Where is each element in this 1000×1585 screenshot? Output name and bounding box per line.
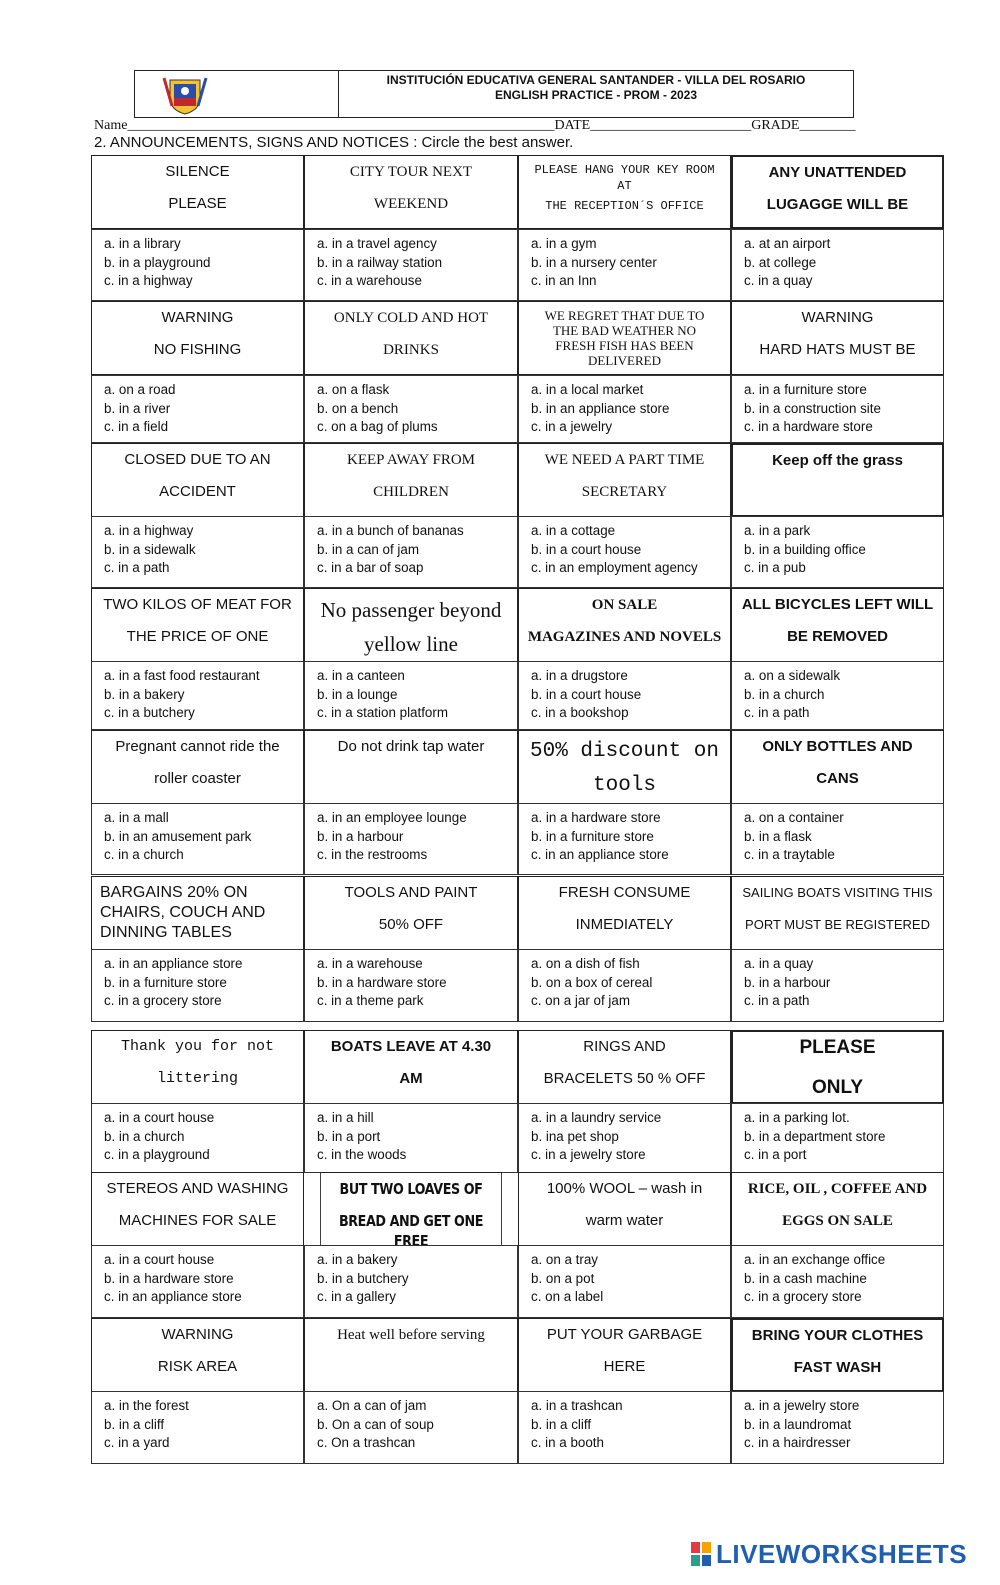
sign-keep-away-from bbox=[304, 443, 518, 517]
sign-line: WE REGRET THAT DUE TO bbox=[544, 308, 705, 323]
answer-option-b[interactable]: b. on a box of cereal bbox=[531, 974, 653, 990]
answer-option-a[interactable]: a. in an employee lounge bbox=[317, 810, 467, 825]
answer-option-b[interactable]: b. at college bbox=[744, 254, 817, 270]
liveworksheets-wordmark: LIVEWORKSHEETS bbox=[716, 1538, 968, 1569]
school-crest-icon bbox=[160, 72, 210, 116]
sign-we-regret-that-due-to bbox=[518, 301, 731, 375]
answer-option-a[interactable]: a. in a drugstore bbox=[531, 668, 628, 683]
sign-please-hang-your-key-room-at bbox=[518, 155, 731, 229]
sign-line: DINNING TABLES bbox=[100, 924, 232, 941]
sign-line: SILENCE bbox=[165, 163, 230, 180]
sign-rice-oil-coffee-and bbox=[731, 1172, 944, 1246]
answer-option-c[interactable]: c. in an appliance store bbox=[104, 1289, 242, 1304]
answer-option-c[interactable]: c. in a booth bbox=[531, 1435, 604, 1450]
sign-thank-you-for-not bbox=[91, 1030, 304, 1104]
sign-only-cold-and-hot bbox=[304, 301, 518, 375]
sign-line: ANY UNATTENDED bbox=[768, 164, 907, 181]
answer-options bbox=[304, 661, 518, 730]
answer-options bbox=[731, 661, 944, 730]
answer-option-a[interactable]: a. in a highway bbox=[104, 523, 194, 538]
answer-option-a[interactable]: a. in a mall bbox=[104, 810, 169, 825]
sign-bring-your-clothes bbox=[731, 1318, 944, 1392]
answer-option-b[interactable]: b. in a church bbox=[104, 1128, 185, 1144]
answer-option-c[interactable]: c. in a path bbox=[744, 705, 810, 720]
sign-line: EGGS ON SALE bbox=[782, 1213, 893, 1229]
answer-option-b[interactable]: b. On a can of soup bbox=[317, 1416, 434, 1432]
sign-warning bbox=[91, 301, 304, 375]
answer-option-b[interactable]: b. in a hardware store bbox=[104, 1270, 234, 1286]
answer-option-b[interactable]: b. in a court house bbox=[531, 686, 642, 702]
answer-option-a[interactable]: a. in a gym bbox=[531, 236, 597, 251]
sign-line: ONLY bbox=[811, 1077, 864, 1098]
sign-heat-well-before-serving bbox=[304, 1318, 518, 1392]
sign-line: Do not drink tap water bbox=[337, 738, 485, 755]
sign-line: WEEKEND bbox=[373, 196, 449, 212]
sign-line: AM bbox=[399, 1070, 423, 1087]
answer-options bbox=[518, 949, 731, 1022]
answer-options bbox=[91, 949, 304, 1022]
sign-on-sale bbox=[518, 588, 731, 662]
answer-option-a[interactable]: a. in a jewelry store bbox=[744, 1398, 860, 1413]
answer-option-a[interactable]: a. in a court house bbox=[104, 1110, 215, 1125]
answer-option-c[interactable]: c. in the woods bbox=[317, 1147, 407, 1162]
answer-option-c[interactable]: c. in a pub bbox=[744, 560, 806, 575]
answer-option-b[interactable]: b. in a construction site bbox=[744, 400, 881, 416]
sign-fresh-consume bbox=[518, 876, 731, 950]
answer-option-b[interactable]: b. in a harbour bbox=[317, 828, 404, 844]
answer-options bbox=[518, 516, 731, 588]
answer-option-b[interactable]: b. in a port bbox=[317, 1128, 381, 1144]
answer-option-c[interactable]: c. in a grocery store bbox=[744, 1289, 862, 1304]
answer-option-c[interactable]: c. in a quay bbox=[744, 273, 813, 288]
answer-option-a[interactable]: a. in a library bbox=[104, 236, 181, 251]
answer-option-b[interactable]: b. in a playground bbox=[104, 254, 211, 270]
instructions: 2. ANNOUNCEMENTS, SIGNS AND NOTICES : Circle the best answer. bbox=[94, 134, 574, 151]
sign-line: Thank you for not bbox=[120, 1038, 275, 1055]
answer-option-a[interactable]: a. in a canteen bbox=[317, 668, 405, 683]
sign-line: NO FISHING bbox=[153, 341, 242, 358]
answer-option-b[interactable]: b. in a furniture store bbox=[531, 828, 654, 844]
answer-option-a[interactable]: a. in a parking lot. bbox=[744, 1110, 850, 1125]
answer-option-b[interactable]: b. in a nursery center bbox=[531, 254, 657, 270]
sign-rings-and bbox=[518, 1030, 731, 1104]
sign-line: BE REMOVED bbox=[787, 628, 888, 645]
answer-option-a[interactable]: a. on a container bbox=[744, 810, 844, 825]
date-label: DATE bbox=[554, 118, 591, 133]
answer-options bbox=[731, 949, 944, 1022]
answer-option-b[interactable]: b. in a railway station bbox=[317, 254, 443, 270]
answer-options bbox=[91, 375, 304, 443]
answer-options bbox=[518, 229, 731, 301]
answer-option-b[interactable]: b. in a cliff bbox=[531, 1416, 592, 1432]
answer-option-a[interactable]: a. in a bunch of bananas bbox=[317, 523, 464, 538]
answer-option-c[interactable]: c. in a path bbox=[744, 993, 810, 1008]
answer-option-b[interactable]: b. in a hardware store bbox=[317, 974, 447, 990]
sign-line: RICE, OIL , COFFEE AND bbox=[747, 1181, 928, 1197]
sign-warning bbox=[91, 1318, 304, 1392]
answer-option-c[interactable]: c. in a theme park bbox=[317, 993, 424, 1008]
answer-options bbox=[304, 1245, 518, 1318]
sign-line: Keep off the grass bbox=[772, 452, 903, 469]
answer-option-b[interactable]: b. in a harbour bbox=[744, 974, 831, 990]
answer-option-a[interactable]: a. in a travel agency bbox=[317, 236, 437, 251]
answer-options bbox=[731, 1103, 944, 1173]
answer-option-a[interactable]: a. at an airport bbox=[744, 236, 831, 251]
answer-option-a[interactable]: a. in an appliance store bbox=[104, 956, 243, 971]
answer-option-b[interactable]: b. in a cliff bbox=[104, 1416, 165, 1432]
sign-line: BREAD AND GET ONE FREE bbox=[338, 1212, 483, 1246]
answer-option-c[interactable]: c. in a warehouse bbox=[317, 273, 422, 288]
sign-line: littering bbox=[156, 1070, 238, 1087]
liveworksheets-logo bbox=[690, 1536, 990, 1572]
answer-options bbox=[731, 375, 944, 443]
sign-line: MACHINES FOR SALE bbox=[118, 1212, 277, 1229]
sign-line: CLOSED DUE TO AN bbox=[124, 451, 271, 468]
sign-line: WARNING bbox=[161, 1326, 234, 1343]
sign-line: BUT TWO LOAVES OF bbox=[339, 1180, 483, 1198]
sign-pregnant-cannot-ride-the bbox=[91, 730, 304, 804]
answer-option-c[interactable]: c. in an appliance store bbox=[531, 847, 669, 862]
sign-line: ONLY BOTTLES AND bbox=[762, 738, 913, 755]
sign-stereos-and-washing bbox=[91, 1172, 304, 1246]
answer-option-b[interactable]: b. ina pet shop bbox=[531, 1128, 619, 1144]
sign-line: BARGAINS 20% ON bbox=[100, 884, 248, 901]
answer-option-a[interactable]: a. in a local market bbox=[531, 382, 644, 397]
sign-line: CHAIRS, COUCH AND bbox=[100, 904, 266, 921]
sign-only-bottles-and bbox=[731, 730, 944, 804]
answer-option-c[interactable]: c. in the restrooms bbox=[317, 847, 428, 862]
answer-option-b[interactable]: b. in a lounge bbox=[317, 686, 398, 702]
answer-option-c[interactable]: c. in a field bbox=[104, 419, 169, 434]
answer-option-a[interactable]: a. in a bakery bbox=[317, 1252, 398, 1267]
name-label: Name bbox=[94, 118, 128, 133]
sign-do-not-drink-tap-water bbox=[304, 730, 518, 804]
answer-option-a[interactable]: a. in a trashcan bbox=[531, 1398, 623, 1413]
answer-option-b[interactable]: b. in a butchery bbox=[317, 1270, 409, 1286]
answer-option-b[interactable]: b. in a laundromat bbox=[744, 1416, 852, 1432]
answer-option-b[interactable]: b. in a bakery bbox=[104, 686, 185, 702]
sign-line: 50% discount on bbox=[529, 740, 720, 763]
answer-option-b[interactable]: b. in a building office bbox=[744, 541, 866, 557]
answer-option-a[interactable]: a. on a tray bbox=[531, 1252, 598, 1267]
answer-option-b[interactable]: b. in an amusement park bbox=[104, 828, 252, 844]
answer-options bbox=[518, 1245, 731, 1318]
answer-option-c[interactable]: c. in an employment agency bbox=[531, 560, 698, 575]
answer-option-a[interactable]: a. in the forest bbox=[104, 1398, 189, 1413]
sign-line: WE NEED A PART TIME bbox=[544, 452, 705, 468]
sign-line: SAILING BOATS VISITING THIS bbox=[742, 885, 933, 900]
answer-options bbox=[731, 229, 944, 301]
answer-option-a[interactable]: a. in a hardware store bbox=[531, 810, 661, 825]
sign-line: PLEASE HANG YOUR KEY ROOM AT bbox=[534, 163, 715, 193]
sign-line: PORT MUST BE REGISTERED bbox=[745, 917, 930, 932]
answer-option-c[interactable]: c. on a jar of jam bbox=[531, 993, 630, 1008]
answer-option-c[interactable]: c. On a trashcan bbox=[317, 1435, 416, 1450]
sign-line: Pregnant cannot ride the bbox=[115, 738, 280, 755]
sign-line: INMEDIATELY bbox=[575, 916, 674, 933]
sign-line: ONLY COLD AND HOT bbox=[333, 310, 489, 326]
sign-but-two-loaves-of bbox=[320, 1172, 502, 1246]
sign-boats-leave-at-4-30 bbox=[304, 1030, 518, 1104]
sign-line: TOOLS AND PAINT bbox=[344, 884, 478, 901]
sign-city-tour-next bbox=[304, 155, 518, 229]
grade-field[interactable]: ________ bbox=[799, 118, 856, 133]
answer-option-a[interactable]: a. in a warehouse bbox=[317, 956, 423, 971]
sign-line: Heat well before serving bbox=[337, 1327, 485, 1343]
sign-line: PLEASE bbox=[799, 1037, 876, 1058]
answer-option-a[interactable]: a. in a laundry service bbox=[531, 1110, 662, 1125]
school-name: INSTITUCIÓN EDUCATIVA GENERAL SANTANDER - VILLA DEL ROSARIO bbox=[386, 73, 806, 87]
sign-line: SECRETARY bbox=[581, 484, 668, 500]
sign-put-your-garbage bbox=[518, 1318, 731, 1392]
answer-option-b[interactable]: b. on a bench bbox=[317, 400, 399, 416]
answer-options bbox=[518, 1391, 731, 1464]
sign-line: PLEASE bbox=[168, 195, 227, 212]
sign-line: PUT YOUR GARBAGE bbox=[546, 1326, 703, 1343]
sign-line: RISK AREA bbox=[157, 1358, 238, 1375]
sign-all-bicycles-left-will bbox=[731, 588, 944, 662]
answer-option-b[interactable]: b. in a church bbox=[744, 686, 825, 702]
answer-option-c[interactable]: c. in a playground bbox=[104, 1147, 210, 1162]
sign-line: BRACELETS 50 % OFF bbox=[543, 1070, 706, 1087]
sign-keep-off-the-grass bbox=[731, 443, 944, 517]
answer-options bbox=[304, 1391, 518, 1464]
sign-line: THE BAD WEATHER NO bbox=[552, 323, 697, 338]
sign-line: THE PRICE OF ONE bbox=[126, 628, 269, 645]
sign-line: FRESH CONSUME bbox=[558, 884, 691, 901]
answer-option-b[interactable]: b. in a river bbox=[104, 400, 171, 416]
answer-options bbox=[518, 803, 731, 875]
answer-options bbox=[91, 1245, 304, 1318]
answer-options bbox=[91, 229, 304, 301]
answer-option-a[interactable]: a. in a court house bbox=[104, 1252, 215, 1267]
name-field[interactable]: _____________________________________________________________ bbox=[127, 118, 555, 133]
answer-option-c[interactable]: c. on a bag of plums bbox=[317, 419, 438, 434]
answer-option-a[interactable]: a. on a flask bbox=[317, 382, 390, 397]
answer-option-b[interactable]: b. in a flask bbox=[744, 828, 812, 844]
answer-option-c[interactable]: c. in a jewelry store bbox=[531, 1147, 646, 1162]
answer-option-a[interactable]: a. in a furniture store bbox=[744, 382, 867, 397]
sign-line: BOATS LEAVE AT 4.30 bbox=[330, 1038, 492, 1055]
answer-options bbox=[731, 516, 944, 588]
sign-line: WARNING bbox=[161, 309, 234, 326]
school-title bbox=[340, 73, 852, 103]
sign-line: ACCIDENT bbox=[159, 483, 236, 500]
sign-line: FAST WASH bbox=[793, 1359, 882, 1376]
practice-subtitle: ENGLISH PRACTICE - PROM - 2023 bbox=[494, 88, 698, 102]
answer-option-a[interactable]: a. in an exchange office bbox=[744, 1252, 886, 1267]
answer-option-b[interactable]: b. in an appliance store bbox=[531, 400, 670, 416]
answer-option-c[interactable]: c. in a station platform bbox=[317, 705, 448, 720]
answer-option-a[interactable]: a. on a dish of fish bbox=[531, 956, 640, 971]
answer-option-c[interactable]: c. in a church bbox=[104, 847, 184, 862]
answer-options bbox=[518, 1103, 731, 1173]
answer-option-c[interactable]: c. in a path bbox=[104, 560, 170, 575]
sign-line: KEEP AWAY FROM bbox=[347, 452, 475, 468]
answer-option-b[interactable]: b. in a department store bbox=[744, 1128, 886, 1144]
answer-option-c[interactable]: c. in a bar of soap bbox=[317, 560, 424, 575]
sign-any-unattended bbox=[731, 155, 944, 229]
answer-options bbox=[518, 661, 731, 730]
answer-options bbox=[91, 661, 304, 730]
answer-option-a[interactable]: a. in a cottage bbox=[531, 523, 616, 538]
sign-two-kilos-of-meat-for bbox=[91, 588, 304, 662]
sign-line: 100% WOOL – wash in bbox=[546, 1180, 703, 1197]
grade-label: GRADE bbox=[751, 118, 800, 133]
sign-line: BRING YOUR CLOTHES bbox=[751, 1327, 924, 1344]
sign-line: CHILDREN bbox=[373, 484, 449, 500]
sign-line: yellow line bbox=[364, 632, 458, 656]
sign-line: CANS bbox=[816, 770, 859, 787]
sign-line: HARD HATS MUST BE bbox=[759, 341, 916, 358]
sign-line: TWO KILOS OF MEAT FOR bbox=[103, 596, 292, 613]
answer-option-c[interactable]: c. in a gallery bbox=[317, 1289, 396, 1304]
answer-option-c[interactable]: c. in a port bbox=[744, 1147, 807, 1162]
sign-100-wool-wash-in bbox=[518, 1172, 731, 1246]
sign-we-need-a-part-time bbox=[518, 443, 731, 517]
answer-option-b[interactable]: b. in a can of jam bbox=[317, 541, 419, 557]
answer-option-a[interactable]: a. On a can of jam bbox=[317, 1398, 427, 1413]
sign-line: STEREOS AND WASHING bbox=[106, 1180, 289, 1197]
sign-line: LUGAGGE WILL BE bbox=[766, 196, 909, 213]
sign-no-passenger-beyond bbox=[304, 588, 518, 662]
answer-options bbox=[304, 375, 518, 443]
answer-option-a[interactable]: a. in a park bbox=[744, 523, 811, 538]
sign-line: roller coaster bbox=[154, 770, 241, 787]
answer-option-b[interactable]: b. in a furniture store bbox=[104, 974, 227, 990]
answer-option-c[interactable]: c. in a butchery bbox=[104, 705, 195, 720]
sign-line: FRESH FISH HAS BEEN bbox=[555, 338, 694, 353]
answer-option-c[interactable]: c. in a yard bbox=[104, 1435, 170, 1450]
answer-option-a[interactable]: a. on a road bbox=[104, 382, 176, 397]
answer-option-c[interactable]: c. on a label bbox=[531, 1289, 604, 1304]
sign-line: 50% OFF bbox=[378, 916, 444, 933]
answer-options bbox=[731, 803, 944, 875]
sign-line: WARNING bbox=[801, 309, 874, 326]
answer-option-a[interactable]: a. on a sidewalk bbox=[744, 668, 841, 683]
sign-50-discount-on bbox=[518, 730, 731, 804]
answer-option-a[interactable]: a. in a hill bbox=[317, 1110, 374, 1125]
answer-option-c[interactable]: c. in a grocery store bbox=[104, 993, 222, 1008]
answer-options bbox=[518, 375, 731, 443]
sign-warning bbox=[731, 301, 944, 375]
sign-line: MAGAZINES AND NOVELS bbox=[527, 629, 722, 645]
answer-options bbox=[304, 949, 518, 1022]
answer-options bbox=[731, 1245, 944, 1318]
sign-line: ALL BICYCLES LEFT WILL bbox=[741, 596, 934, 613]
answer-options bbox=[91, 1103, 304, 1173]
answer-option-b[interactable]: b. in a court house bbox=[531, 541, 642, 557]
liveworksheets-icon bbox=[690, 1541, 712, 1567]
sign-bargains-20-on bbox=[91, 876, 304, 950]
answer-option-c[interactable]: c. in a hardware store bbox=[744, 419, 873, 434]
answer-options bbox=[304, 516, 518, 588]
sign-sailing-boats-visiting-this bbox=[731, 876, 944, 950]
answer-option-a[interactable]: a. in a quay bbox=[744, 956, 814, 971]
header-divider bbox=[338, 70, 339, 118]
sign-line: warm water bbox=[585, 1212, 664, 1229]
answer-options bbox=[304, 803, 518, 875]
answer-options bbox=[91, 1391, 304, 1464]
sign-line: HERE bbox=[603, 1358, 646, 1375]
answer-options bbox=[91, 516, 304, 588]
answer-option-c[interactable]: c. in a traytable bbox=[744, 847, 835, 862]
sign-tools-and-paint bbox=[304, 876, 518, 950]
sign-please bbox=[731, 1030, 944, 1104]
answer-option-c[interactable]: c. in a highway bbox=[104, 273, 193, 288]
sign-line: tools bbox=[592, 774, 656, 797]
answer-option-b[interactable]: b. on a pot bbox=[531, 1270, 595, 1286]
answer-options bbox=[304, 229, 518, 301]
answer-option-c[interactable]: c. in a jewelry bbox=[531, 419, 613, 434]
sign-line: No passenger beyond bbox=[320, 598, 502, 622]
date-field[interactable]: _______________________ bbox=[590, 118, 752, 133]
answer-options bbox=[731, 1391, 944, 1464]
answer-option-c[interactable]: c. in a hairdresser bbox=[744, 1435, 851, 1450]
answer-option-c[interactable]: c. in a bookshop bbox=[531, 705, 629, 720]
answer-options bbox=[304, 1103, 518, 1173]
sign-line: CITY TOUR NEXT bbox=[349, 164, 473, 180]
answer-options bbox=[91, 803, 304, 875]
sign-line: DRINKS bbox=[383, 342, 439, 358]
sign-silence bbox=[91, 155, 304, 229]
sign-line: DELIVERED bbox=[588, 353, 661, 368]
sign-line: THE RECEPTION´S OFFICE bbox=[545, 199, 704, 213]
name-date-grade-line bbox=[94, 118, 894, 134]
answer-option-a[interactable]: a. in a fast food restaurant bbox=[104, 668, 260, 683]
answer-option-c[interactable]: c. in an Inn bbox=[531, 273, 597, 288]
sign-line: ON SALE bbox=[591, 597, 658, 613]
sign-closed-due-to-an bbox=[91, 443, 304, 517]
answer-option-b[interactable]: b. in a sidewalk bbox=[104, 541, 196, 557]
sign-line: RINGS AND bbox=[583, 1038, 666, 1055]
answer-option-b[interactable]: b. in a cash machine bbox=[744, 1270, 867, 1286]
